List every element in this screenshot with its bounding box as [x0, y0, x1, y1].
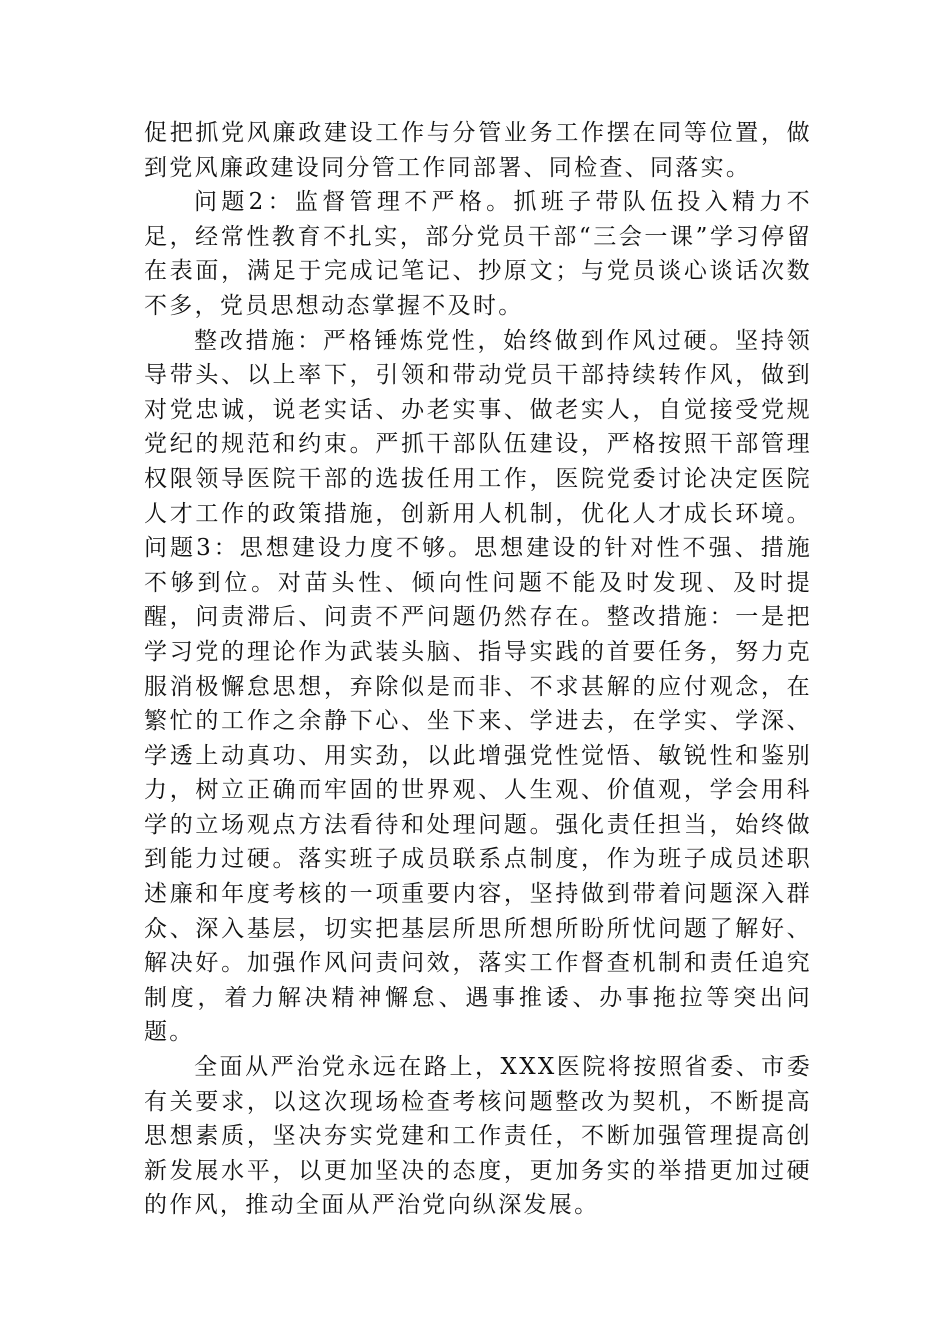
paragraph-conclusion: 全面从严治党永远在路上，XXX医院将按照省委、市委有关要求，以这次现场检查考核问题整改为契机，不断提高思想素质，坚决夯实党建和工作责任，不断加强管理提高创新发展水平，以更加坚决的态度，更加务实的举措更加过硬的作风，推动全面从严治党向纵深发展。	[144, 1054, 812, 1219]
paragraph-continuation: 促把抓党风廉政建设工作与分管业务工作摆在同等位置，做到党风廉政建设同分管工作同部署、同检查、同落实。	[144, 120, 812, 181]
document-body	[144, 116, 812, 1223]
paragraph-rectification-measures: 整改措施：严格锤炼党性，始终做到作风过硬。坚持领导带头、以上率下，引领和带动党员干部持续转作风，做到对党忠诚，说老实话、办老实事、做老实人，自觉接受党规党纪的规范和约束。严抓干部队伍建设，严格按照干部管理权限领导医院干部的选拔任用工作，医院党委讨论决定医院人才工作的政策措施，创新用人机制，优化人才成长环境。问题3：思想建设力度不够。思想建设的针对性不强、措施不够到位。对苗头性、倾向性问题不能及时发现、及时提醒，问责滞后、问责不严问题仍然存在。整改措施：一是把学习党的理论作为武装头脑、指导实践的首要任务，努力克服消极懈怠思想，弃除似是而非、不求甚解的应付观念，在繁忙的工作之余静下心、坐下来、学进去，在学实、学深、学透上动真功、用实劲，以此增强党性觉悟、敏锐性和鉴别力，树立正确而牢固的世界观、人生观、价值观，学会用科学的立场观点方法看待和处理问题。强化责任担当，始终做到能力过硬。落实班子成员联系点制度，作为班子成员述职述廉和年度考核的一项重要内容，坚持做到带着问题深入群众、深入基层，切实把基层所思所想所盼所忧问题了解好、解决好。加强作风问责问效，落实工作督查机制和责任追究制度，着力解决精神懈怠、遇事推诿、办事拖拉等突出问题。	[144, 327, 812, 1046]
paragraph-problem-2: 问题2：监督管理不严格。抓班子带队伍投入精力不足，经常性教育不扎实，部分党员干部“三会一课”学习停留在表面，满足于完成记笔记、抄原文；与党员谈心谈话次数不多，党员思想动态掌握不及时。	[144, 189, 812, 319]
